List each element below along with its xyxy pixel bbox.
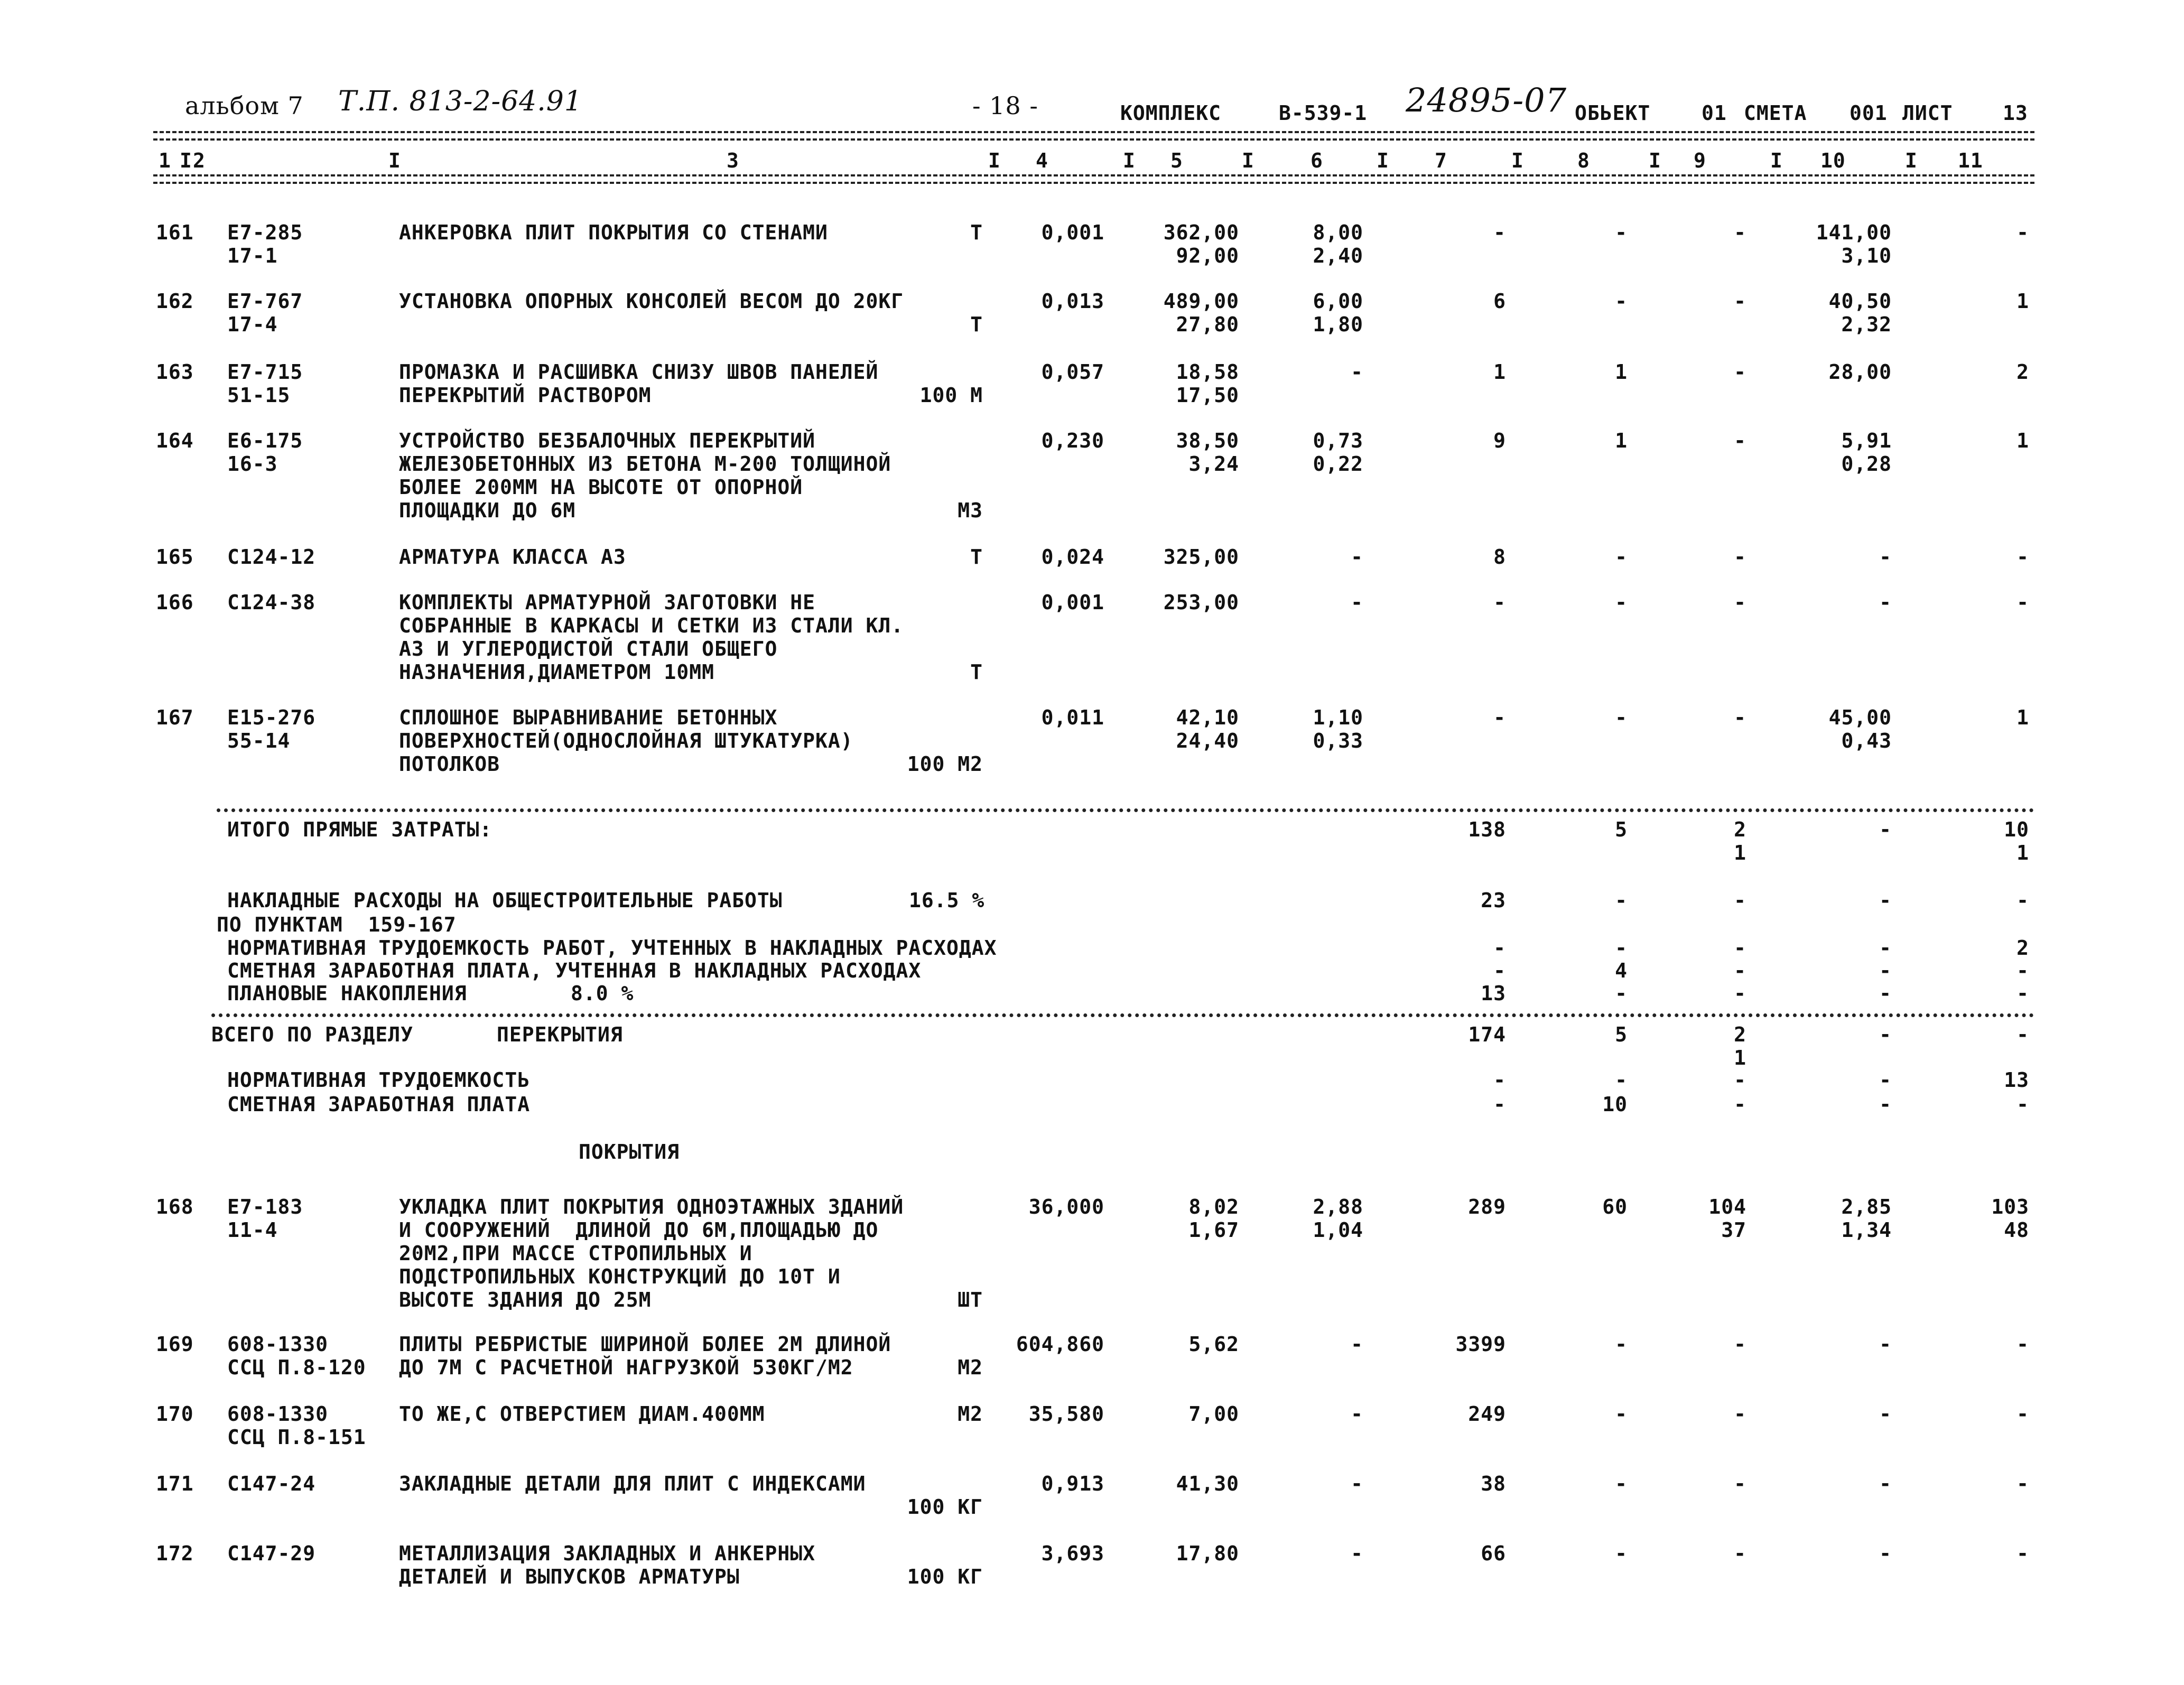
total-sec_wage-c11: - <box>2016 1093 2029 1116</box>
cell-col-9: - <box>1734 429 1746 452</box>
column-header-2: 2 <box>193 149 206 172</box>
cell-unit-cost: 42,10 <box>1176 706 1239 729</box>
row-code: С124-12 <box>227 545 316 569</box>
row-description: УСТРОЙСТВО БЕЗБАЛОЧНЫХ ПЕРЕКРЫТИЙ <box>399 429 815 452</box>
cell-unit-cost: 489,00 <box>1163 290 1239 313</box>
row-description: ТО ЖЕ,С ОТВЕРСТИЕМ ДИАМ.400ММ <box>399 1402 765 1426</box>
cell-col-7: - <box>1493 706 1506 729</box>
row-unit: М2 <box>958 1356 983 1379</box>
cell-unit-cost: 24,40 <box>1176 729 1239 752</box>
cell-col-11: 103 <box>1991 1195 2029 1218</box>
cell-col-6: 1,80 <box>1313 313 1363 336</box>
total-overhead-c10: - <box>1879 889 1892 912</box>
cell-unit-cost: 325,00 <box>1163 545 1239 569</box>
row-description: СОБРАННЫЕ В КАРКАСЫ И СЕТКИ ИЗ СТАЛИ КЛ. <box>399 614 904 637</box>
column-separator: I <box>1905 149 1918 172</box>
total-planned-c10: - <box>1879 982 1892 1005</box>
row-description: ПЛОЩАДКИ ДО 6М <box>399 499 576 522</box>
cell-unit-cost: 3,24 <box>1188 452 1239 476</box>
column-separator: I <box>1242 149 1254 172</box>
cell-col-6: 8,00 <box>1313 221 1363 244</box>
row-code: Е7-285 <box>227 221 303 244</box>
cell-unit-cost: 41,30 <box>1176 1472 1239 1495</box>
total-section-c11: - <box>2016 1023 2029 1046</box>
row-description: НАЗНАЧЕНИЯ,ДИАМЕТРОМ 10ММ <box>399 660 714 684</box>
row-description: ПОВЕРХНОСТЕЙ(ОДНОСЛОЙНАЯ ШТУКАТУРКА) <box>399 729 853 752</box>
cell-col-6: 6,00 <box>1313 290 1363 313</box>
cell-col-11: 2 <box>2016 360 2029 384</box>
cell-col-8: 60 <box>1602 1195 1628 1218</box>
cell-col-6: 1,04 <box>1313 1218 1363 1242</box>
cell-col-9: 37 <box>1721 1218 1746 1242</box>
cell-col-6: - <box>1351 1472 1363 1495</box>
row-code: С124-38 <box>227 591 316 614</box>
cell-col-6: - <box>1351 1542 1363 1565</box>
cell-col-6: - <box>1351 1333 1363 1356</box>
total-sec_norm-c10: - <box>1879 1068 1892 1092</box>
total-direct-c9: 2 <box>1734 818 1746 841</box>
row-number: 166 <box>156 591 194 614</box>
row-code: Е6-175 <box>227 429 303 452</box>
row-unit: М2 <box>958 1402 983 1426</box>
cell-col-9: - <box>1734 221 1746 244</box>
row-code: 17-4 <box>227 313 278 336</box>
total-direct-c8: 5 <box>1615 818 1628 841</box>
section-total-separator <box>211 1013 2034 1021</box>
row-code: С147-29 <box>227 1542 316 1565</box>
cell-col-9: - <box>1734 706 1746 729</box>
overhead-label: НАКЛАДНЫЕ РАСХОДЫ НА ОБЩЕСТРОИТЕЛЬНЫЕ РАБОТЫ <box>227 889 783 912</box>
total-sec_norm-c7: - <box>1493 1068 1506 1092</box>
total-sec_wage-c7: - <box>1493 1093 1506 1116</box>
row-number: 162 <box>156 290 194 313</box>
cell-col-10: 3,10 <box>1841 244 1892 267</box>
sheet-value: 13 <box>2003 101 2028 125</box>
cell-col-6: 0,73 <box>1313 429 1363 452</box>
cell-col-9: - <box>1734 545 1746 569</box>
cell-col-11: - <box>2016 1542 2029 1565</box>
row-description: АРМАТУРА КЛАССА А3 <box>399 545 626 569</box>
column-header-10: 10 <box>1820 149 1846 172</box>
cell-unit-cost: 362,00 <box>1163 221 1239 244</box>
cell-col-10: 0,28 <box>1841 452 1892 476</box>
cell-col-7: - <box>1493 221 1506 244</box>
column-separator: I <box>1377 149 1389 172</box>
total-norm_labor-c8: - <box>1615 936 1628 960</box>
row-code: 17-1 <box>227 244 278 267</box>
row-description: А3 И УГЛЕРОДИСТОЙ СТАЛИ ОБЩЕГО <box>399 637 778 660</box>
cell-col-8: - <box>1615 1333 1628 1356</box>
total-sec_norm-c8: - <box>1615 1068 1628 1092</box>
total-norm_labor-c7: - <box>1493 936 1506 960</box>
cell-quantity: 0,057 <box>1041 360 1104 384</box>
cell-col-9: - <box>1734 1402 1746 1426</box>
cell-col-7: 289 <box>1468 1195 1506 1218</box>
row-description: ЗАКЛАДНЫЕ ДЕТАЛИ ДЛЯ ПЛИТ С ИНДЕКСАМИ <box>399 1472 866 1495</box>
column-header-8: 8 <box>1577 149 1590 172</box>
row-code: Е7-183 <box>227 1195 303 1218</box>
total-sec_norm-c11: 13 <box>2004 1068 2029 1092</box>
cell-unit-cost: 27,80 <box>1176 313 1239 336</box>
column-header-4: 4 <box>1036 149 1048 172</box>
column-separator: I <box>1511 149 1524 172</box>
overhead-percent: 16.5 % <box>909 889 985 912</box>
header-rule <box>153 131 2034 141</box>
cell-col-7: 66 <box>1481 1542 1506 1565</box>
column-separator: I <box>1649 149 1661 172</box>
row-description: ДЕТАЛЕЙ И ВЫПУСКОВ АРМАТУРЫ <box>399 1565 740 1588</box>
row-number: 161 <box>156 221 194 244</box>
section-total-label: ВСЕГО ПО РАЗДЕЛУ <box>211 1023 414 1046</box>
total-norm_labor-c10: - <box>1879 936 1892 960</box>
column-header-5: 5 <box>1170 149 1183 172</box>
row-number: 164 <box>156 429 194 452</box>
row-unit: 100 М2 <box>907 752 983 776</box>
column-separator: I <box>180 149 192 172</box>
column-separator: I <box>388 149 401 172</box>
cell-col-11: 1 <box>2016 706 2029 729</box>
column-header-1: 1 <box>159 149 171 172</box>
total-section-c10: - <box>1879 1023 1892 1046</box>
row-number: 168 <box>156 1195 194 1218</box>
total-overhead-c7: 23 <box>1481 889 1506 912</box>
total-section-c9: 1 <box>1734 1046 1746 1069</box>
cell-col-9: - <box>1734 1333 1746 1356</box>
cell-col-8: - <box>1615 706 1628 729</box>
total-overhead-c8: - <box>1615 889 1628 912</box>
complex-label: КОМПЛЕКС <box>1120 101 1222 125</box>
cell-unit-cost: 17,80 <box>1176 1542 1239 1565</box>
column-separator: I <box>988 149 1001 172</box>
cell-quantity: 0,013 <box>1041 290 1104 313</box>
row-description: МЕТАЛЛИЗАЦИЯ ЗАКЛАДНЫХ И АНКЕРНЫХ <box>399 1542 815 1565</box>
cell-unit-cost: 18,58 <box>1176 360 1239 384</box>
cell-col-8: - <box>1615 545 1628 569</box>
cell-col-8: - <box>1615 221 1628 244</box>
total-wage-c7: - <box>1493 959 1506 982</box>
cell-col-7: 249 <box>1468 1402 1506 1426</box>
overhead-items-label: ПО ПУНКТАМ 159-167 <box>217 913 457 936</box>
row-number: 171 <box>156 1472 194 1495</box>
cell-col-10: - <box>1879 1333 1892 1356</box>
complex-code: В-539-1 <box>1279 101 1368 125</box>
cell-col-10: 28,00 <box>1828 360 1892 384</box>
cell-col-6: 2,88 <box>1313 1195 1363 1218</box>
row-description: СПЛОШНОЕ ВЫРАВНИВАНИЕ БЕТОННЫХ <box>399 706 778 729</box>
cell-col-6: 0,22 <box>1313 452 1363 476</box>
row-description: ВЫСОТЕ ЗДАНИЯ ДО 25М <box>399 1288 652 1311</box>
cell-col-6: - <box>1351 1402 1363 1426</box>
cell-col-11: - <box>2016 1472 2029 1495</box>
cell-unit-cost: 38,50 <box>1176 429 1239 452</box>
column-separator: I <box>1123 149 1136 172</box>
cell-col-11: - <box>2016 1333 2029 1356</box>
cell-quantity: 0,001 <box>1041 591 1104 614</box>
total-wage-c11: - <box>2016 959 2029 982</box>
cell-unit-cost: 92,00 <box>1176 244 1239 267</box>
row-code: С147-24 <box>227 1472 316 1495</box>
stamp-number: 24895-07 <box>1406 81 1567 119</box>
cell-col-11: - <box>2016 1402 2029 1426</box>
row-unit: ШТ <box>958 1288 983 1311</box>
cell-col-7: - <box>1493 591 1506 614</box>
row-description: УСТАНОВКА ОПОРНЫХ КОНСОЛЕЙ ВЕСОМ ДО 20КГ <box>399 290 904 313</box>
total-section-c8: 5 <box>1615 1023 1628 1046</box>
cell-quantity: 0,001 <box>1041 221 1104 244</box>
row-number: 163 <box>156 360 194 384</box>
row-unit: 100 КГ <box>907 1565 983 1588</box>
cell-col-7: 9 <box>1493 429 1506 452</box>
row-description: ПЛИТЫ РЕБРИСТЫЕ ШИРИНОЙ БОЛЕЕ 2М ДЛИНОЙ <box>399 1333 891 1356</box>
column-separator: I <box>1770 149 1783 172</box>
object-label: ОБЬЕКТ <box>1575 101 1651 125</box>
cell-col-10: 5,91 <box>1841 429 1892 452</box>
cell-unit-cost: 7,00 <box>1188 1402 1239 1426</box>
cell-col-6: - <box>1351 360 1363 384</box>
estimate-label: СМЕТА <box>1744 101 1807 125</box>
row-number: 172 <box>156 1542 194 1565</box>
total-planned-c7: 13 <box>1481 982 1506 1005</box>
row-description: ПРОМАЗКА И РАСШИВКА СНИЗУ ШВОВ ПАНЕЛЕЙ <box>399 360 879 384</box>
cell-col-6: 2,40 <box>1313 244 1363 267</box>
row-number: 167 <box>156 706 194 729</box>
cell-quantity: 0,011 <box>1041 706 1104 729</box>
cell-unit-cost: 253,00 <box>1163 591 1239 614</box>
cell-quantity: 604,860 <box>1016 1333 1104 1356</box>
total-wage-c8: 4 <box>1615 959 1628 982</box>
row-description: ПОТОЛКОВ <box>399 752 500 776</box>
cell-col-10: 40,50 <box>1828 290 1892 313</box>
row-description: И СООРУЖЕНИЙ ДЛИНОЙ ДО 6М,ПЛОЩАДЬЮ ДО <box>399 1218 879 1242</box>
planned-savings-label: ПЛАНОВЫЕ НАКОПЛЕНИЯ <box>227 982 467 1005</box>
total-planned-c9: - <box>1734 982 1746 1005</box>
cell-col-10: - <box>1879 1402 1892 1426</box>
section-norm-labor-label: НОРМАТИВНАЯ ТРУДОЕМКОСТЬ <box>227 1068 531 1092</box>
row-code: Е15-276 <box>227 706 316 729</box>
total-overhead-c11: - <box>2016 889 2029 912</box>
total-norm_labor-c9: - <box>1734 936 1746 960</box>
row-unit: Т <box>970 545 983 569</box>
row-unit: Т <box>970 221 983 244</box>
sheet-label: ЛИСТ <box>1902 101 1953 125</box>
cell-col-10: 1,34 <box>1841 1218 1892 1242</box>
cell-quantity: 0,024 <box>1041 545 1104 569</box>
total-planned-c8: - <box>1615 982 1628 1005</box>
cell-quantity: 36,000 <box>1028 1195 1104 1218</box>
cell-col-8: - <box>1615 591 1628 614</box>
total-section-c7: 174 <box>1468 1023 1506 1046</box>
row-description: БОЛЕЕ 200ММ НА ВЫСОТЕ ОТ ОПОРНОЙ <box>399 476 803 499</box>
row-code: 608-1330 <box>227 1402 329 1426</box>
cell-col-7: 8 <box>1493 545 1506 569</box>
column-header-3: 3 <box>727 149 739 172</box>
row-code: ССЦ П.8-120 <box>227 1356 366 1379</box>
row-description: 20М2,ПРИ МАССЕ СТРОПИЛЬНЫХ И <box>399 1242 752 1265</box>
cell-col-9: - <box>1734 1472 1746 1495</box>
estimate-value: 001 <box>1850 101 1888 125</box>
column-header-rule <box>153 174 2034 184</box>
cell-col-8: - <box>1615 290 1628 313</box>
cell-col-11: 1 <box>2016 290 2029 313</box>
total-direct-c7: 138 <box>1468 818 1506 841</box>
norm-labor-label: НОРМАТИВНАЯ ТРУДОЕМКОСТЬ РАБОТ, УЧТЕННЫХ В НАКЛАДНЫХ РАСХОДАХ <box>227 936 997 960</box>
cell-col-10: - <box>1879 1542 1892 1565</box>
cell-unit-cost: 1,67 <box>1188 1218 1239 1242</box>
cell-col-8: - <box>1615 1402 1628 1426</box>
totals-separator <box>217 808 2034 816</box>
cell-col-11: 1 <box>2016 429 2029 452</box>
cell-col-10: - <box>1879 545 1892 569</box>
cell-col-11: - <box>2016 545 2029 569</box>
cell-col-8: - <box>1615 1542 1628 1565</box>
row-description: АНКЕРОВКА ПЛИТ ПОКРЫТИЯ СО СТЕНАМИ <box>399 221 828 244</box>
cell-col-7: 38 <box>1481 1472 1506 1495</box>
total-sec_wage-c10: - <box>1879 1093 1892 1116</box>
row-code: 16-3 <box>227 452 278 476</box>
total-sec_wage-c9: - <box>1734 1093 1746 1116</box>
project-number: Т.П. 813-2-64.91 <box>338 86 582 117</box>
cell-col-10: 2,32 <box>1841 313 1892 336</box>
page-number: - 18 - <box>972 91 1038 120</box>
row-code: 51-15 <box>227 384 291 407</box>
row-code: Е7-715 <box>227 360 303 384</box>
column-header-9: 9 <box>1694 149 1706 172</box>
cell-col-11: 48 <box>2004 1218 2029 1242</box>
wage-label: СМЕТНАЯ ЗАРАБОТНАЯ ПЛАТА, УЧТЕННАЯ В НАКЛАДНЫХ РАСХОДАХ <box>227 959 922 982</box>
cell-col-6: - <box>1351 591 1363 614</box>
total-overhead-c9: - <box>1734 889 1746 912</box>
cell-quantity: 35,580 <box>1028 1402 1104 1426</box>
total-section-c9: 2 <box>1734 1023 1746 1046</box>
row-description: ДО 7М С РАСЧЕТНОЙ НАГРУЗКОЙ 530КГ/М2 <box>399 1356 853 1379</box>
cell-col-11: - <box>2016 591 2029 614</box>
row-unit: Т <box>970 313 983 336</box>
cell-col-6: 1,10 <box>1313 706 1363 729</box>
cell-col-7: 6 <box>1493 290 1506 313</box>
cell-col-8: 1 <box>1615 429 1628 452</box>
cell-col-9: - <box>1734 591 1746 614</box>
cell-col-7: 3399 <box>1455 1333 1506 1356</box>
total-direct-c11: 10 <box>2004 818 2029 841</box>
total-direct-c9: 1 <box>1734 841 1746 864</box>
total-sec_wage-c8: 10 <box>1602 1093 1628 1116</box>
planned-savings-percent: 8.0 % <box>571 982 634 1005</box>
cell-col-10: 141,00 <box>1816 221 1892 244</box>
cell-quantity: 3,693 <box>1041 1542 1104 1565</box>
row-code: 11-4 <box>227 1218 278 1242</box>
total-wage-c10: - <box>1879 959 1892 982</box>
column-header-7: 7 <box>1435 149 1447 172</box>
album-label: альбом 7 <box>185 91 304 120</box>
cell-col-8: 1 <box>1615 360 1628 384</box>
cell-quantity: 0,913 <box>1041 1472 1104 1495</box>
cell-col-10: 0,43 <box>1841 729 1892 752</box>
total-planned-c11: - <box>2016 982 2029 1005</box>
total-sec_norm-c9: - <box>1734 1068 1746 1092</box>
cell-col-10: 45,00 <box>1828 706 1892 729</box>
cell-col-9: - <box>1734 360 1746 384</box>
row-number: 169 <box>156 1333 194 1356</box>
cell-col-6: 0,33 <box>1313 729 1363 752</box>
row-description: ПЕРЕКРЫТИЙ РАСТВОРОМ <box>399 384 652 407</box>
cell-col-10: 2,85 <box>1841 1195 1892 1218</box>
row-unit: 100 КГ <box>907 1495 983 1519</box>
section-heading: ПОКРЫТИЯ <box>579 1140 680 1163</box>
row-unit: М3 <box>958 499 983 522</box>
total-direct-c11: 1 <box>2016 841 2029 864</box>
cell-unit-cost: 5,62 <box>1188 1333 1239 1356</box>
cell-col-9: 104 <box>1708 1195 1746 1218</box>
row-code: ССЦ П.8-151 <box>227 1426 366 1449</box>
row-code: Е7-767 <box>227 290 303 313</box>
row-description: УКЛАДКА ПЛИТ ПОКРЫТИЯ ОДНОЭТАЖНЫХ ЗДАНИЙ <box>399 1195 904 1218</box>
row-description: ПОДСТРОПИЛЬНЫХ КОНСТРУКЦИЙ ДО 10Т И <box>399 1265 841 1288</box>
cell-col-11: - <box>2016 221 2029 244</box>
cell-unit-cost: 17,50 <box>1176 384 1239 407</box>
cell-col-7: 1 <box>1493 360 1506 384</box>
row-number: 165 <box>156 545 194 569</box>
cell-col-9: - <box>1734 1542 1746 1565</box>
cell-col-6: - <box>1351 545 1363 569</box>
total-direct-c10: - <box>1879 818 1892 841</box>
total-wage-c9: - <box>1734 959 1746 982</box>
row-number: 170 <box>156 1402 194 1426</box>
cell-col-9: - <box>1734 290 1746 313</box>
section-total-name: ПЕРЕКРЫТИЯ <box>497 1023 623 1046</box>
cell-col-10: - <box>1879 591 1892 614</box>
total-norm_labor-c11: 2 <box>2016 936 2029 960</box>
column-header-6: 6 <box>1311 149 1323 172</box>
column-header-11: 11 <box>1958 149 1983 172</box>
row-description: ЖЕЛЕЗОБЕТОННЫХ ИЗ БЕТОНА М-200 ТОЛЩИНОЙ <box>399 452 891 476</box>
row-unit: Т <box>970 660 983 684</box>
row-code: 55-14 <box>227 729 291 752</box>
cell-col-8: - <box>1615 1472 1628 1495</box>
cell-unit-cost: 8,02 <box>1188 1195 1239 1218</box>
row-description: КОМПЛЕКТЫ АРМАТУРНОЙ ЗАГОТОВКИ НЕ <box>399 591 815 614</box>
cell-col-10: - <box>1879 1472 1892 1495</box>
row-code: 608-1330 <box>227 1333 329 1356</box>
cell-quantity: 0,230 <box>1041 429 1104 452</box>
direct-costs-label: ИТОГО ПРЯМЫЕ ЗАТРАТЫ: <box>227 818 492 841</box>
section-wage-label: СМЕТНАЯ ЗАРАБОТНАЯ ПЛАТА <box>227 1093 531 1116</box>
row-unit: 100 М <box>919 384 983 407</box>
object-value: 01 <box>1702 101 1727 125</box>
